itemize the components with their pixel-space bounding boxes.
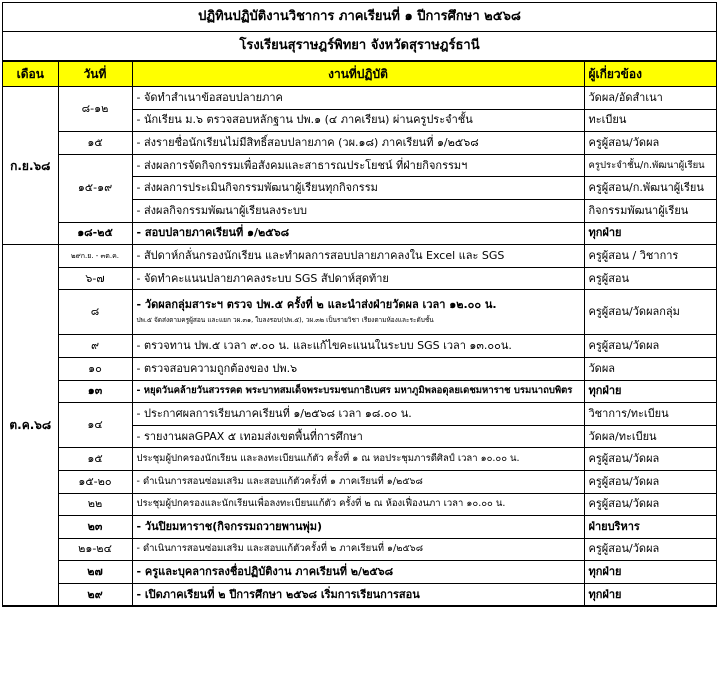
task-cell: - สัปดาห์กลั่นกรองนักเรียน และทำผลการสอบปลายภาคลงใน Excel และ SGS bbox=[132, 245, 584, 268]
person-cell: วิชาการ/ทะเบียน bbox=[584, 403, 716, 426]
table-row bbox=[3, 516, 716, 539]
task-cell: - ดำเนินการสอนซ่อมเสริม และสอบแก้ตัวครั้งที่ ๒ ภาคเรียนที่ ๑/๒๕๖๘ bbox=[132, 538, 584, 561]
table-row bbox=[3, 380, 716, 403]
date-cell: ๒๙ก.ย. - ๓ต.ค. bbox=[58, 245, 132, 268]
task-cell: - ส่งรายชื่อนักเรียนไม่มีสิทธิ์สอบปลายภาค (วผ.๑๘) ภาคเรียนที่ ๑/๒๕๖๘ bbox=[132, 132, 584, 155]
date-cell: ๑๕-๑๙ bbox=[58, 154, 132, 222]
table-row bbox=[3, 493, 716, 516]
date-cell: ๑๐ bbox=[58, 357, 132, 380]
person-cell: ครูผู้สอน bbox=[584, 267, 716, 290]
task-cell: - ส่งผลการประเมินกิจกรรมพัฒนาผู้เรียนทุกกิจกรรม bbox=[132, 177, 584, 200]
task-cell: - จัดทำสำเนาข้อสอบปลายภาค bbox=[132, 87, 584, 110]
task-cell: - สอบปลายภาคเรียนที่ ๑/๒๕๖๘ bbox=[132, 222, 584, 245]
table-row bbox=[3, 87, 716, 110]
table-row bbox=[3, 561, 716, 584]
person-cell: ครูผู้สอน/วัดผลกลุ่ม bbox=[584, 290, 716, 335]
date-cell: ๑๕ bbox=[58, 448, 132, 471]
task-cell: - จัดทำคะแนนปลายภาคลงระบบ SGS สัปดาห์สุดท้าย bbox=[132, 267, 584, 290]
person-cell: วัดผล/ทะเบียน bbox=[584, 425, 716, 448]
person-cell: วัดผล bbox=[584, 357, 716, 380]
task-cell: - ส่งผลการจัดกิจกรรมเพื่อสังคมและสาธารณประโยชน์ ที่ฝ่ายกิจกรรมฯ bbox=[132, 154, 584, 177]
table-row bbox=[3, 154, 716, 177]
person-cell: ครูผู้สอน/วัดผล bbox=[584, 538, 716, 561]
date-cell: ๒๗ bbox=[58, 561, 132, 584]
table-row bbox=[3, 583, 716, 606]
task-cell: ประชุมผู้ปกครองและนักเรียนเพื่อลงทะเบียนแก้ตัว ครั้งที่ ๒ ณ ห้องเฟื่องนภา เวลา ๑๐.๐๐ น. bbox=[132, 493, 584, 516]
person-cell: ฝ่ายบริหาร bbox=[584, 516, 716, 539]
person-cell: ครูผู้สอน/ก.พัฒนาผู้เรียน bbox=[584, 177, 716, 200]
date-cell: ๑๕ bbox=[58, 132, 132, 155]
task-cell bbox=[132, 290, 584, 335]
table-row bbox=[3, 448, 716, 471]
table-row bbox=[3, 222, 716, 245]
table-row bbox=[3, 538, 716, 561]
calendar-sheet bbox=[2, 2, 717, 607]
date-cell: ๒๒ bbox=[58, 493, 132, 516]
date-cell: ๒๓ bbox=[58, 516, 132, 539]
school-name: โรงเรียนสุราษฎร์พิทยา จังหวัดสุราษฎร์ธานี bbox=[3, 32, 716, 61]
date-cell: ๑๔ bbox=[58, 403, 132, 448]
person-cell: ครูผู้สอน/วัดผล bbox=[584, 132, 716, 155]
calendar-table bbox=[3, 61, 716, 606]
person-cell: ทุกฝ่าย bbox=[584, 583, 716, 606]
person-cell: ทุกฝ่าย bbox=[584, 222, 716, 245]
task-cell: - นักเรียน ม.๖ ตรวจสอบหลักฐาน ปพ.๑ (๔ ภาคเรียน) ผ่านครูประจำชั้น bbox=[132, 109, 584, 132]
person-cell: ครูผู้สอน/วัดผล bbox=[584, 493, 716, 516]
header-date: วันที่ bbox=[58, 62, 132, 87]
table-row bbox=[3, 267, 716, 290]
table-row bbox=[3, 403, 716, 426]
header-row bbox=[3, 62, 716, 87]
task-cell: - ครูและบุคลากรลงชื่อปฏิบัติงาน ภาคเรียนที่ ๒/๒๕๖๘ bbox=[132, 561, 584, 584]
task-text: - วัดผลกลุ่มสาระฯ ตรวจ ปพ.๕ ครั้งที่ ๒ และนำส่งฝ่ายวัดผล เวลา ๑๒.๐๐ น. bbox=[136, 297, 497, 311]
header-person: ผู้เกี่ยวข้อง bbox=[584, 62, 716, 87]
person-cell: ครูผู้สอน/วัดผล bbox=[584, 335, 716, 358]
task-cell: - วันปิยมหาราช(กิจกรรมถวายพานพุ่ม) bbox=[132, 516, 584, 539]
person-cell: ครูประจำชั้น/ก.พัฒนาผู้เรียน bbox=[584, 154, 716, 177]
task-cell: ประชุมผู้ปกครองนักเรียน และลงทะเบียนแก้ตัว ครั้งที่ ๑ ณ หอประชุมภารดีศิลป์ เวลา ๑๐.๐๐ น. bbox=[132, 448, 584, 471]
table-row bbox=[3, 357, 716, 380]
calendar-title: ปฏิทินปฏิบัติงานวิชาการ ภาคเรียนที่ ๑ ปีการศึกษา ๒๕๖๘ bbox=[3, 3, 716, 32]
month-cell: ก.ย.๖๘ bbox=[3, 87, 58, 245]
date-cell: ๑๕-๒๐ bbox=[58, 470, 132, 493]
date-cell: ๙ bbox=[58, 335, 132, 358]
person-cell: ครูผู้สอน/วัดผล bbox=[584, 448, 716, 471]
task-cell: - ประกาศผลการเรียนภาคเรียนที่ ๑/๒๕๖๘ เวลา ๑๘.๐๐ น. bbox=[132, 403, 584, 426]
table-row bbox=[3, 290, 716, 335]
task-cell: - ตรวจสอบความถูกต้องของ ปพ.๖ bbox=[132, 357, 584, 380]
task-cell: - หยุดวันคล้ายวันสวรรคต พระบาทสมเด็จพระบรมชนกาธิเบศร มหาภูมิพลอดุลยเดชมหาราช บรมนาถบพิตร bbox=[132, 380, 584, 403]
table-row bbox=[3, 470, 716, 493]
task-cell: - ตรวจทาน ปพ.๕ เวลา ๙.๐๐ น. และแก้ไขคะแนนในระบบ SGS เวลา ๑๓.๐๐น. bbox=[132, 335, 584, 358]
date-cell: ๒๙ bbox=[58, 583, 132, 606]
header-month: เดือน bbox=[3, 62, 58, 87]
date-cell: ๖-๗ bbox=[58, 267, 132, 290]
task-note: ปพ.๕ จัดส่งตามครูผู้สอน และแยก วผ.๓๑, ใบลงรอบ(ปพ.๕), วผ.๓๒ เป็นรายวิชา เรียงตามห้องและระดับชั้น bbox=[136, 315, 434, 324]
person-cell: ครูผู้สอน/วัดผล bbox=[584, 470, 716, 493]
month-cell: ต.ค.๖๘ bbox=[3, 245, 58, 606]
person-cell: ทุกฝ่าย bbox=[584, 561, 716, 584]
header-task: งานที่ปฏิบัติ bbox=[132, 62, 584, 87]
person-cell: ทะเบียน bbox=[584, 109, 716, 132]
table-row bbox=[3, 245, 716, 268]
task-cell: - ส่งผลกิจกรรมพัฒนาผู้เรียนลงระบบ bbox=[132, 199, 584, 222]
person-cell: วัดผล/อัดสำเนา bbox=[584, 87, 716, 110]
person-cell: ทุกฝ่าย bbox=[584, 380, 716, 403]
date-cell: ๘-๑๒ bbox=[58, 87, 132, 132]
table-row bbox=[3, 132, 716, 155]
date-cell: ๒๑-๒๔ bbox=[58, 538, 132, 561]
task-cell: - เปิดภาคเรียนที่ ๒ ปีการศึกษา ๒๕๖๘ เริ่มการเรียนการสอน bbox=[132, 583, 584, 606]
person-cell: ครูผู้สอน / วิชาการ bbox=[584, 245, 716, 268]
table-row bbox=[3, 335, 716, 358]
person-cell: กิจกรรมพัฒนาผู้เรียน bbox=[584, 199, 716, 222]
date-cell: ๑๓ bbox=[58, 380, 132, 403]
task-cell: - รายงานผลGPAX ๕ เทอมส่งเขตพื้นที่การศึกษา bbox=[132, 425, 584, 448]
date-cell: ๑๘-๒๕ bbox=[58, 222, 132, 245]
date-cell: ๘ bbox=[58, 290, 132, 335]
task-cell: - ดำเนินการสอนซ่อมเสริม และสอบแก้ตัวครั้งที่ ๑ ภาคเรียนที่ ๑/๒๕๖๘ bbox=[132, 470, 584, 493]
